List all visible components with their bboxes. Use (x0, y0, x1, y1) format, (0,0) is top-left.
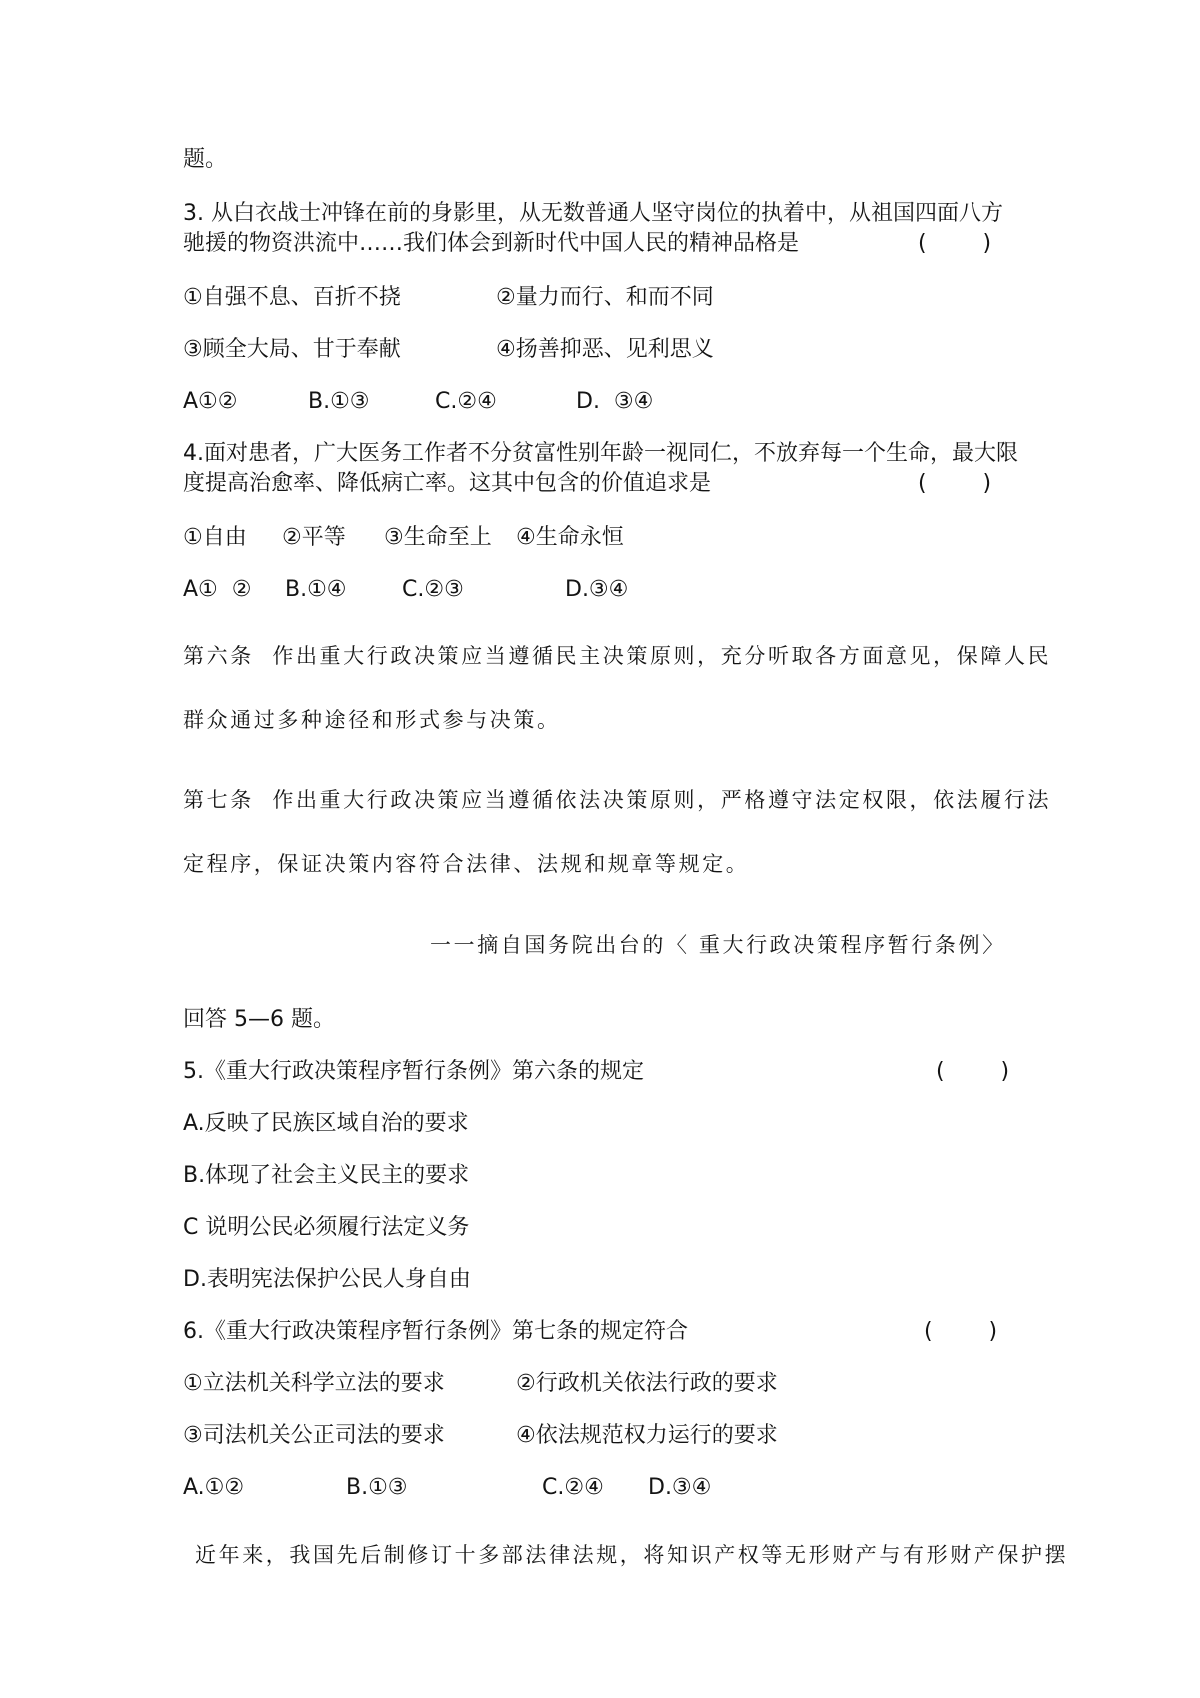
article-7-line1: 第七条 作出重大行政决策应当遵循依法决策原则，严格遵守法定权限，依法履行法 (183, 788, 1052, 812)
text-line-continuation: 题。 (183, 147, 228, 172)
q3-item-2: ②量力而行、和而不同 (496, 285, 714, 310)
article-7-line2: 定程序，保证决策内容符合法律、法规和规章等规定。 (183, 852, 750, 876)
q5-choice-a: A.反映了民族区域自治的要求 (183, 1111, 469, 1136)
q4-stem-line2: 度提高治愈率、降低病亡率。这其中包含的价值追求是 (183, 471, 712, 496)
q5-answer-blank: ( ) (936, 1059, 1010, 1084)
q3-answer-blank: ( ) (918, 231, 992, 256)
q6-choice-b: B.①③ (346, 1475, 408, 1500)
q4-stem-line1: 4.面对患者，广大医务工作者不分贫富性别年龄一视同仁，不放弃每一个生命，最大限 (183, 441, 1018, 466)
q5-choice-d: D.表明宪法保护公民人身自由 (183, 1267, 471, 1292)
q6-item-3: ③司法机关公正司法的要求 (183, 1423, 445, 1448)
q3-stem-line1: 3. 从白衣战士冲锋在前的身影里，从无数普通人坚守岗位的执着中，从祖国四面八方 (183, 201, 1003, 226)
q4-item-2: ②平等 (282, 525, 346, 550)
q4-choice-d: D.③④ (565, 577, 629, 602)
q5-choice-b: B.体现了社会主义民主的要求 (183, 1163, 470, 1188)
q6-choice-d: D.③④ (648, 1475, 712, 1500)
article-6-line1: 第六条 作出重大行政决策应当遵循民主决策原则，充分听取各方面意见，保障人民 (183, 644, 1052, 668)
q4-item-3: ③生命至上 (384, 525, 492, 550)
q5-choice-c: C 说明公民必须履行法定义务 (183, 1215, 470, 1240)
q3-item-4: ④扬善抑恶、见利思义 (496, 337, 714, 362)
question-group-instruction: 回答 5—6 题。 (183, 1007, 335, 1032)
q4-item-1: ①自由 (183, 525, 247, 550)
q3-item-3: ③顾全大局、甘于奉献 (183, 337, 401, 362)
article-6-line2: 群众通过多种途径和形式参与决策。 (183, 708, 561, 732)
q6-answer-blank: ( ) (924, 1319, 998, 1344)
q4-choice-a: A① ② (183, 577, 252, 602)
q4-answer-blank: ( ) (918, 471, 992, 496)
q4-item-4: ④生命永恒 (516, 525, 624, 550)
source-citation: 一一摘自国务院出台的〈 重大行政决策程序暂行条例〉 (430, 933, 1006, 957)
q6-choice-a: A.①② (183, 1475, 245, 1500)
q5-stem: 5.《重大行政决策程序暂行条例》第六条的规定 (183, 1059, 644, 1084)
q3-item-1: ①自强不息、百折不挠 (183, 285, 401, 310)
q3-choice-d: D. ③④ (576, 389, 654, 414)
passage-intro: 近年来，我国先后制修订十多部法律法规，将知识产权等无形财产与有形财产保护摆 (195, 1543, 1069, 1567)
q6-item-2: ②行政机关依法行政的要求 (516, 1371, 778, 1396)
q6-item-4: ④依法规范权力运行的要求 (516, 1423, 778, 1448)
q3-choice-c: C.②④ (435, 389, 497, 414)
q4-choice-b: B.①④ (285, 577, 347, 602)
q4-choice-c: C.②③ (402, 577, 464, 602)
q3-choice-b: B.①③ (308, 389, 370, 414)
q3-choice-a: A①② (183, 389, 238, 414)
q6-stem: 6.《重大行政决策程序暂行条例》第七条的规定符合 (183, 1319, 688, 1344)
q6-item-1: ①立法机关科学立法的要求 (183, 1371, 445, 1396)
q6-choice-c: C.②④ (542, 1475, 604, 1500)
q3-stem-line2: 驰援的物资洪流中……我们体会到新时代中国人民的精神品格是 (183, 231, 800, 256)
